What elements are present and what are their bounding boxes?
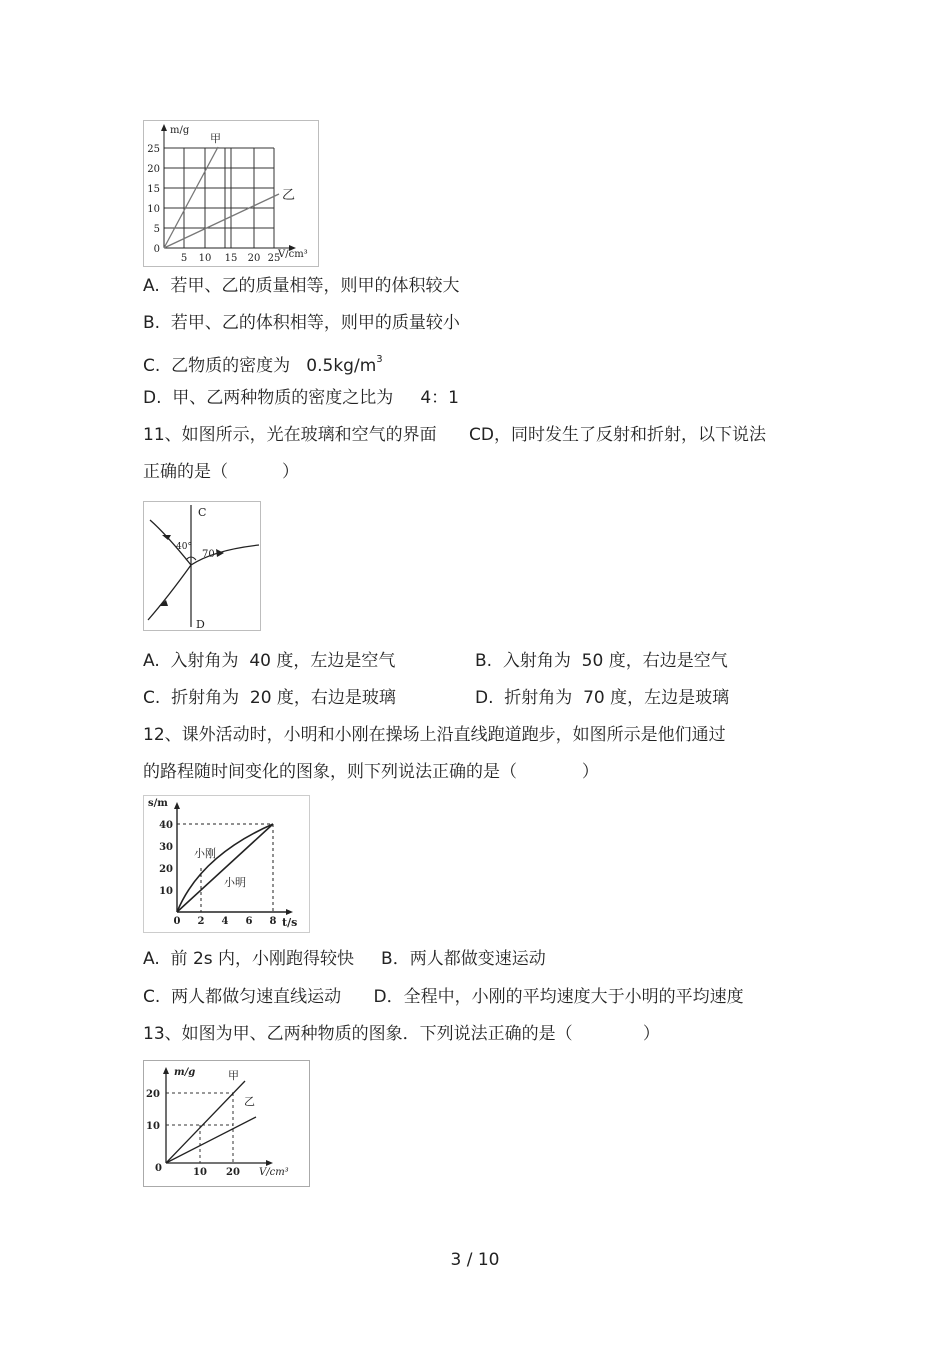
x-tick: 8: [269, 916, 277, 927]
y-unit: s/m: [148, 798, 168, 809]
q10-option-c: [143, 349, 383, 377]
q12-stem-line1: 12、课外活动时，小明和小刚在操场上沿直线跑道跑步，如图所示是他们通过: [143, 725, 726, 745]
x-tick: 4: [221, 916, 229, 927]
superscript: 3: [376, 354, 383, 365]
q13-stem: 13、如图为甲、乙两种物质的图象．下列说法正确的是（ ）: [143, 1024, 660, 1044]
x-axis-arrow: [266, 1160, 273, 1166]
label-xiaogang: 小刚: [194, 847, 216, 860]
x-tick: 10: [198, 253, 212, 264]
q11-options-row1: [143, 650, 728, 672]
x-tick: 20: [247, 253, 261, 264]
q11-option-b: B. 入射角为 50 度，右边是空气: [475, 651, 728, 671]
label-c: C: [198, 506, 207, 519]
label-yi: 乙: [244, 1095, 255, 1108]
label-jia: 甲: [210, 132, 221, 145]
q11-option-d: D. 折射角为 70 度，左边是玻璃: [475, 688, 730, 708]
q10-option-b: B. 若甲、乙的体积相等，则甲的质量较小: [143, 313, 460, 333]
q11-stem-line1: 11、如图所示，光在玻璃和空气的界面 CD，同时发生了反射和折射，以下说法: [143, 425, 767, 445]
label-d: D: [196, 618, 205, 630]
x-tick: 20: [226, 1167, 240, 1178]
label-yi: 乙: [282, 188, 296, 203]
y-tick: 15: [147, 184, 160, 195]
ray-arrow: [216, 549, 224, 557]
x-tick: 10: [193, 1167, 207, 1178]
x-unit: V/cm³: [259, 1167, 289, 1178]
q11-option-a: A. 入射角为 40 度，左边是空气: [143, 651, 396, 671]
page-number: 3 / 10: [450, 1250, 500, 1270]
origin-label: 0: [155, 1163, 162, 1174]
label-jia: 甲: [228, 1069, 239, 1082]
line-jia: [166, 1081, 245, 1163]
y-tick: 5: [153, 224, 160, 235]
y-axis-arrow: [161, 124, 167, 131]
q10-option-d: D. 甲、乙两种物质的密度之比为 4：1: [143, 388, 459, 408]
q12-stem-line2: 的路程随时间变化的图象，则下列说法正确的是（ ）: [143, 762, 599, 782]
x-tick: 2: [197, 916, 205, 927]
line-yi: [164, 194, 279, 248]
y-tick: 10: [159, 886, 173, 897]
mass-volume-graph-1: [143, 120, 319, 267]
q11-option-c: C. 折射角为 20 度，右边是玻璃: [143, 688, 396, 708]
q12-options-row1: A. 前 2s 内，小刚跑得较快 B．两人都做变速运动: [143, 949, 546, 969]
y-unit: m/g: [174, 1067, 196, 1078]
mass-volume-graph-2: [143, 1060, 310, 1187]
x-tick: 15: [224, 253, 238, 264]
x-unit: V/cm³: [278, 249, 308, 260]
x-tick: 5: [180, 253, 188, 264]
y-tick: 20: [147, 164, 160, 175]
distance-time-graph: [143, 795, 310, 933]
q12-options-row2: C. 两人都做匀速直线运动 D．全程中，小刚的平均速度大于小明的平均速度: [143, 987, 744, 1007]
line-xiaoming: [177, 824, 273, 912]
q11-options-row2: [143, 687, 729, 709]
y-unit: m/g: [170, 125, 190, 136]
y-tick: 20: [146, 1089, 160, 1100]
angle-40: 40°: [176, 542, 192, 552]
y-axis-arrow: [163, 1067, 169, 1074]
line-yi: [166, 1117, 256, 1163]
label-xiaoming: 小明: [224, 876, 246, 889]
refraction-diagram: [143, 501, 261, 631]
x-tick: 0: [173, 916, 181, 927]
x-tick: 25: [267, 253, 281, 264]
y-tick: 10: [147, 204, 160, 215]
reflected-ray: [148, 565, 191, 620]
y-tick: 20: [159, 864, 173, 875]
y-tick: 25: [147, 144, 160, 155]
x-tick: 6: [245, 916, 253, 927]
q10-option-a: A. 若甲、乙的质量相等，则甲的体积较大: [143, 276, 460, 296]
y-tick: 40: [159, 820, 173, 831]
angle-70: 70: [202, 549, 215, 560]
q11-stem-line2: 正确的是（ ）: [143, 462, 300, 482]
x-unit: t/s: [282, 916, 298, 929]
q10-option-c-text: C. 乙物质的密度为 0.5kg/m: [143, 356, 377, 376]
line-jia: [164, 147, 218, 248]
y-tick: 30: [159, 842, 173, 853]
y-axis-arrow: [174, 802, 180, 809]
y-tick: 0: [153, 244, 160, 255]
x-axis-arrow: [286, 909, 293, 915]
y-tick: 10: [146, 1121, 160, 1132]
